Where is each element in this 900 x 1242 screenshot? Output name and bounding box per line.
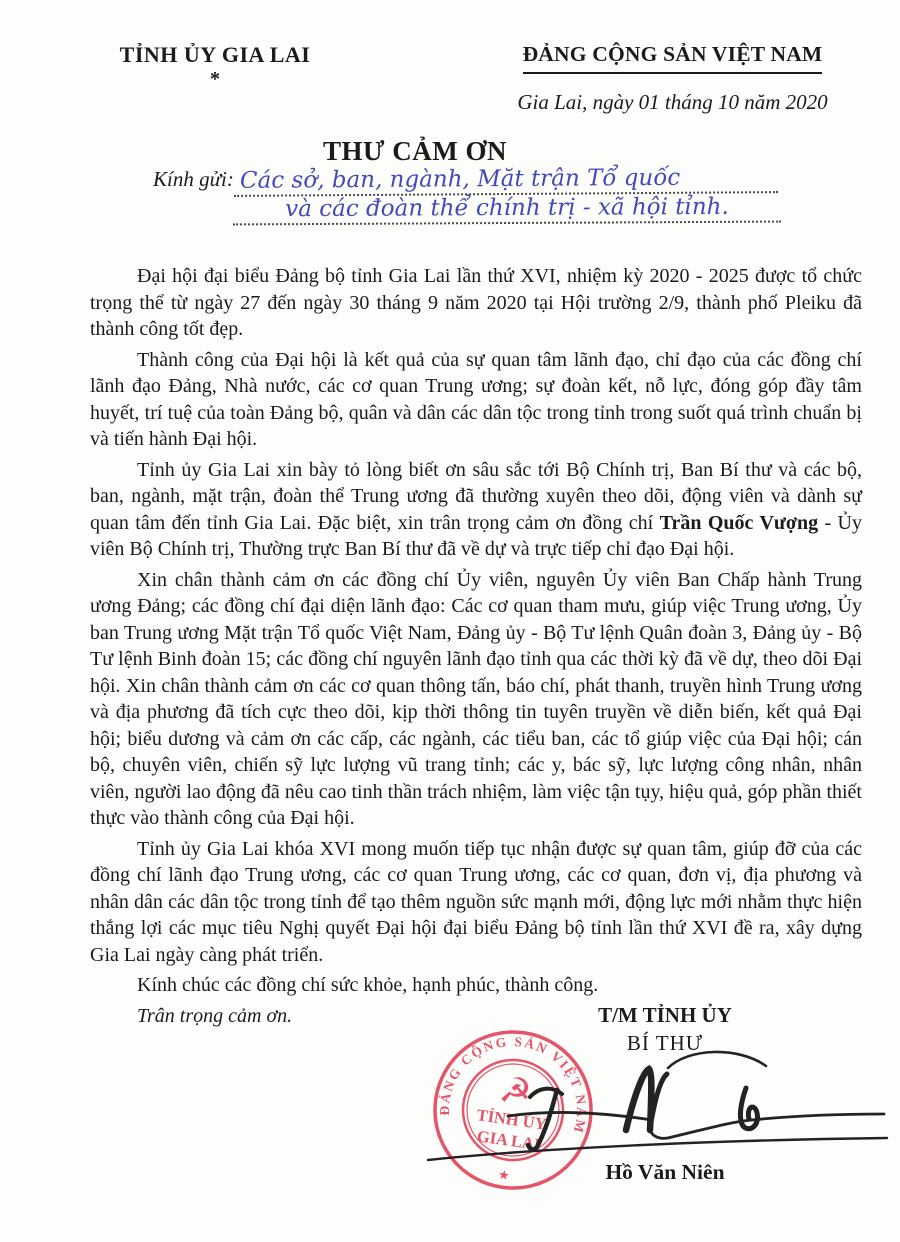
signature-stroke-seven-stem [528,1090,557,1149]
signature-stroke-underline [428,1138,887,1160]
stamp-center-line2: GIA LAI [475,1126,542,1155]
paragraph-1: Đại hội đại biểu Đảng bộ tỉnh Gia Lai lần thứ XVI, nhiệm kỳ 2020 - 2025 được tổ chức trọng thể từ ngày 27 đến ngày 30 tháng 9 năm 2020 tại Hội trường 2/9, thành phố Pleiku đã thành công tốt đẹp. [90,265,862,340]
signature-stroke-arc [668,1052,766,1068]
handwritten-recipients-line2: và các đoàn thể chính trị - xã hội tỉnh. [233,194,781,226]
closing-wish: Kính chúc các đồng chí sức khỏe, hạnh phúc, thành công. [137,974,599,996]
header-left [100,42,330,90]
letter-body [90,263,862,1033]
stamp-center-line1: TỈNH ỦY [475,1105,548,1134]
stamp-star-icon: ★ [496,1167,511,1185]
signature-stroke-tail [650,1114,884,1138]
honored-guest-name: Trần Quốc Vượng [659,511,819,534]
closing-thanks: Trân trọng cảm ơn. [137,1004,293,1027]
date-line: Gia Lai, ngày 01 tháng 10 năm 2020 [517,90,828,114]
org-name: TỈNH ỦY GIA LAI [119,42,311,67]
sign-position: BÍ THƯ [626,1031,704,1055]
hammer-sickle-icon: ☭ [496,1069,535,1115]
signature-stroke-loop [740,1088,757,1129]
paragraph-5: Tỉnh ủy Gia Lai khóa XVI mong muốn tiếp tục nhận được sự quan tâm, giúp đỡ của các đồng chí lãnh đạo Trung ương, các cơ quan Trung ương, các cơ quan, đơn vị, địa phương và nhân dân các dân tộc trong tỉnh để tạo thêm nguồn sức mạnh mới, động lực mới nhằm thực hiện thắng lợi các mục tiêu Nghị quyết Đại hội đại biểu Đảng bộ tỉnh lần thứ XVI đề ra, xây dựng Gia Lai ngày càng phát triển. [90,837,862,966]
paragraph-4: Xin chân thành cảm ơn các đồng chí Ủy viên, nguyên Ủy viên Ban Chấp hành Trung ương Đảng; các đồng chí đại diện lãnh đạo: Các cơ quan tham mưu, giúp việc Trung ương, Ủy ban Trung ương Mặt trận Tổ quốc Việt Nam, Đảng ủy - Bộ Tư lệnh Quân đoàn 3, Đảng ủy - Bộ Tư lệnh Binh đoàn 15; các đồng chí nguyên lãnh đạo tỉnh qua các thời kỳ đã về dự, theo dõi Đại hội. Xin chân thành cảm ơn các cơ quan thông tấn, báo chí, phát thanh, truyền hình Trung ương và địa phương đã tích cực theo dõi, kịp thời thông tin tuyên truyền về diễn biến, kết quả Đại hội; biểu dương và cảm ơn các cấp, các ngành, các tiểu ban, các tổ giúp việc của Đại hội; cán bộ, chuyên viên, chiến sỹ lực lượng vũ trang tỉnh; các y, bác sỹ, lực lượng công nhân, nhân viên, người lao động đã nêu cao tinh thần trách nhiệm, làm việc tận tụy, hiệu quả, góp phần thiết thực vào thành công của Đại hội. [90,568,862,829]
signature-ink [400,1040,900,1180]
party-name: ĐẢNG CỘNG SẢN VIỆT NAM [523,42,823,74]
signer-name: Hồ Văn Niên [605,1160,725,1184]
salutation [153,166,778,224]
handwritten-recipients-line1: Các sở, ban, ngành, Mặt trận Tổ quốc [234,164,778,197]
paragraph-3: Tỉnh ủy Gia Lai xin bày tỏ lòng biết ơn sâu sắc tới Bộ Chính trị, Ban Bí thư và các bộ, ban, ngành, mặt trận, đoàn thể Trung ương đã thường xuyên theo dõi, động viên và dành sự quan tâm đến tỉnh Gia Lai. Đặc biệt, xin trân trọng cảm ơn đồng chí Trần Quốc Vượng - Ủy viên Bộ Chính trị, Thường trực Ban Bí thư đã về dự và trực tiếp chỉ đạo Đại hội. [90,458,862,560]
stamp-ring-text: ĐẢNG CỘNG SẢN VIỆT NAM [436,1033,590,1136]
salutation-label: Kính gửi: [153,167,234,191]
sign-on-behalf: T/M TỈNH ỦY [598,1003,732,1027]
letter-title: THƯ CẢM ƠN [323,136,507,166]
paragraph-2: Thành công của Đại hội là kết quả của sự quan tâm lãnh đạo, chỉ đạo của các đồng chí lãnh đạo Đảng, Nhà nước, các cơ quan Trung ương; sự đoàn kết, nỗ lực, đóng góp đầy tâm huyết, trí tuệ của toàn Đảng bộ, quân và dân các dân tộc trong tỉnh trong suốt quá trình chuẩn bị và tiến hành Đại hội. [90,348,862,450]
signature-stroke-main1 [626,1069,651,1130]
org-star-mark: * [210,68,220,90]
header-right [505,42,840,115]
